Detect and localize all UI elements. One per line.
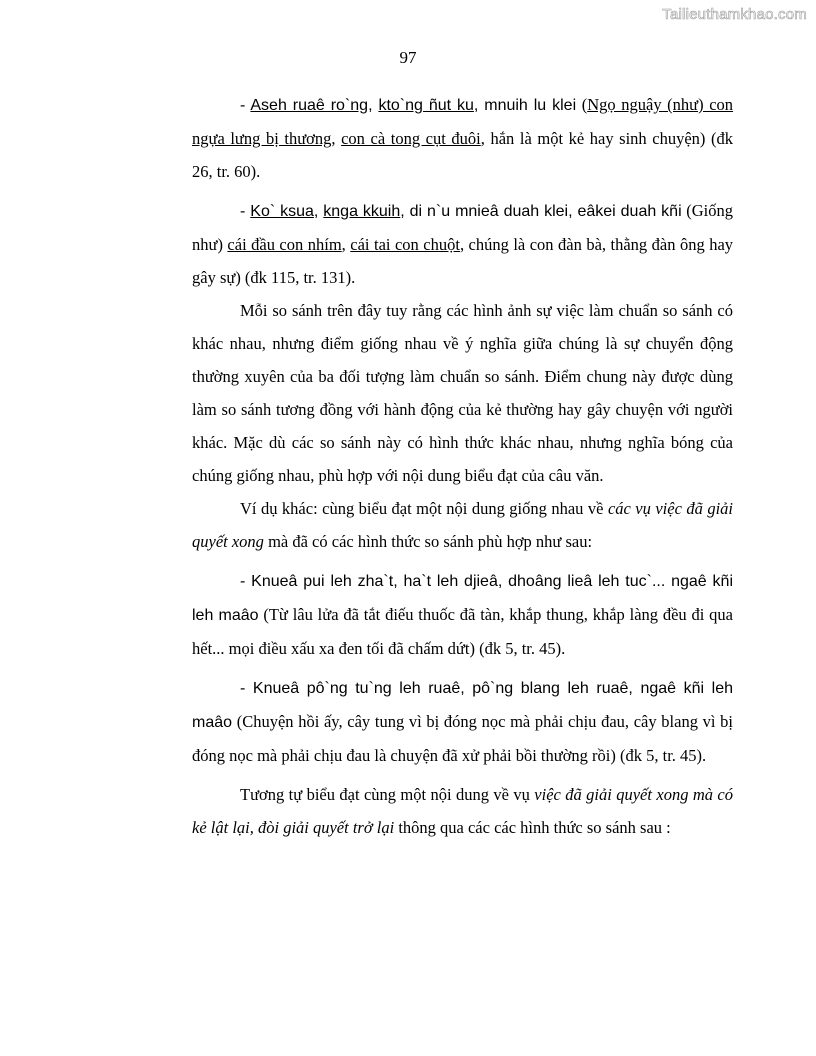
body-text: mà đã có các hình thức so sánh phù hợp như sau: [263, 532, 593, 551]
ede-text: , di n`u mnieâ duah klei, eâkei duah kñi [400, 203, 682, 220]
ede-dash: - [240, 97, 251, 114]
body-text: Ví dụ khác: cùng biểu đạt một nội dung giống nhau về [240, 499, 608, 518]
open-paren: ( [576, 95, 588, 114]
example-paragraph-3 [192, 564, 733, 665]
translation-phrase: cái đầu con nhím [227, 235, 342, 254]
intro-paragraph [192, 492, 733, 558]
translation-text: (Từ lâu lửa đã tắt điếu thuốc đã tàn, khắp thung, khắp làng đều đi qua hết... mọi điều xấu xa đen tối đã chấm dứt) (đk 5, tr. 45). [192, 605, 733, 658]
translation-text: (Chuyện hồi ấy, cây tung vì bị đóng nọc mà phải chịu đau, cây blang vì bị đóng nọc mà phải chịu đau là chuyện đã xử phải bồi thường rồi) (đk 5, tr. 45). [192, 712, 733, 765]
body-text: thông qua các các hình thức so sánh sau : [394, 818, 671, 837]
ede-sentence: - Knueâ pô`ng tu`ng leh ruaê, pô`ng blang leh ruaê, ngaê kñi leh maâo [192, 680, 733, 731]
ede-phrase: Ko` ksua [250, 203, 314, 220]
example-paragraph-2 [192, 194, 733, 294]
ede-phrase: knga kkuih [323, 203, 401, 220]
emphasis-text: các vụ việc đã giải quyết xong [192, 499, 733, 551]
example-paragraph-1 [192, 88, 733, 188]
ede-phrase: kto`ng ñut ku [378, 97, 474, 114]
ede-phrase: Aseh ruaê ro`ng [250, 97, 369, 114]
page-number: 97 [399, 48, 417, 67]
watermark: Tailieuthamkhao.com [662, 6, 807, 23]
translation-phrase: con cà tong cụt đuôi [341, 129, 481, 148]
ede-dash: - [240, 203, 251, 220]
page-body [192, 88, 733, 844]
translation-separator: , [331, 129, 342, 148]
closing-paragraph [192, 778, 733, 844]
translation-text: , hắn là một kẻ hay sinh chuyện) (đk 26, tr. 60). [192, 129, 733, 181]
emphasis-text: việc đã giải quyết xong mà có kẻ lật lại, đòi giải quyết trở lại [192, 785, 733, 837]
body-text: Tương tự biểu đạt cùng một nội dung về vụ [240, 785, 535, 804]
ede-separator: , [313, 203, 324, 220]
ede-separator: , [368, 97, 379, 114]
translation-text: , chúng là con đàn bà, thằng đàn ông hay gây sự) (đk 115, tr. 131). [192, 235, 734, 287]
translation-separator: , [341, 235, 351, 254]
translation-phrase: cái tai con chuột [350, 235, 460, 254]
example-paragraph-4 [192, 671, 733, 772]
analysis-paragraph: Mỗi so sánh trên đây tuy rằng các hình ảnh sự việc làm chuẩn so sánh có khác nhau, nhưng điểm giống nhau về ý nghĩa giữa chúng là sự chuyển động thường xuyên của ba đối tượng làm chuẩn so sánh. Điểm chung này được dùng làm so sánh tương đồng với hành động của kẻ thường hay gây chuyện với người khác. Mặc dù các so sánh này có hình thức khác nhau, nhưng nghĩa bóng của chúng giống nhau, phù hợp với nội dung biểu đạt của câu văn. [192, 301, 733, 485]
translation-phrase: Ngọ nguậy (như) con ngựa lưng bị thương [192, 95, 734, 148]
ede-sentence: - Knueâ pui leh zha`t, ha`t leh djieâ, dhoâng lieâ leh tuc`... ngaê kñi leh maâo [192, 573, 733, 624]
translation-text: (Giống như) [192, 201, 733, 254]
ede-text: , mnuih lu klei [473, 97, 577, 114]
